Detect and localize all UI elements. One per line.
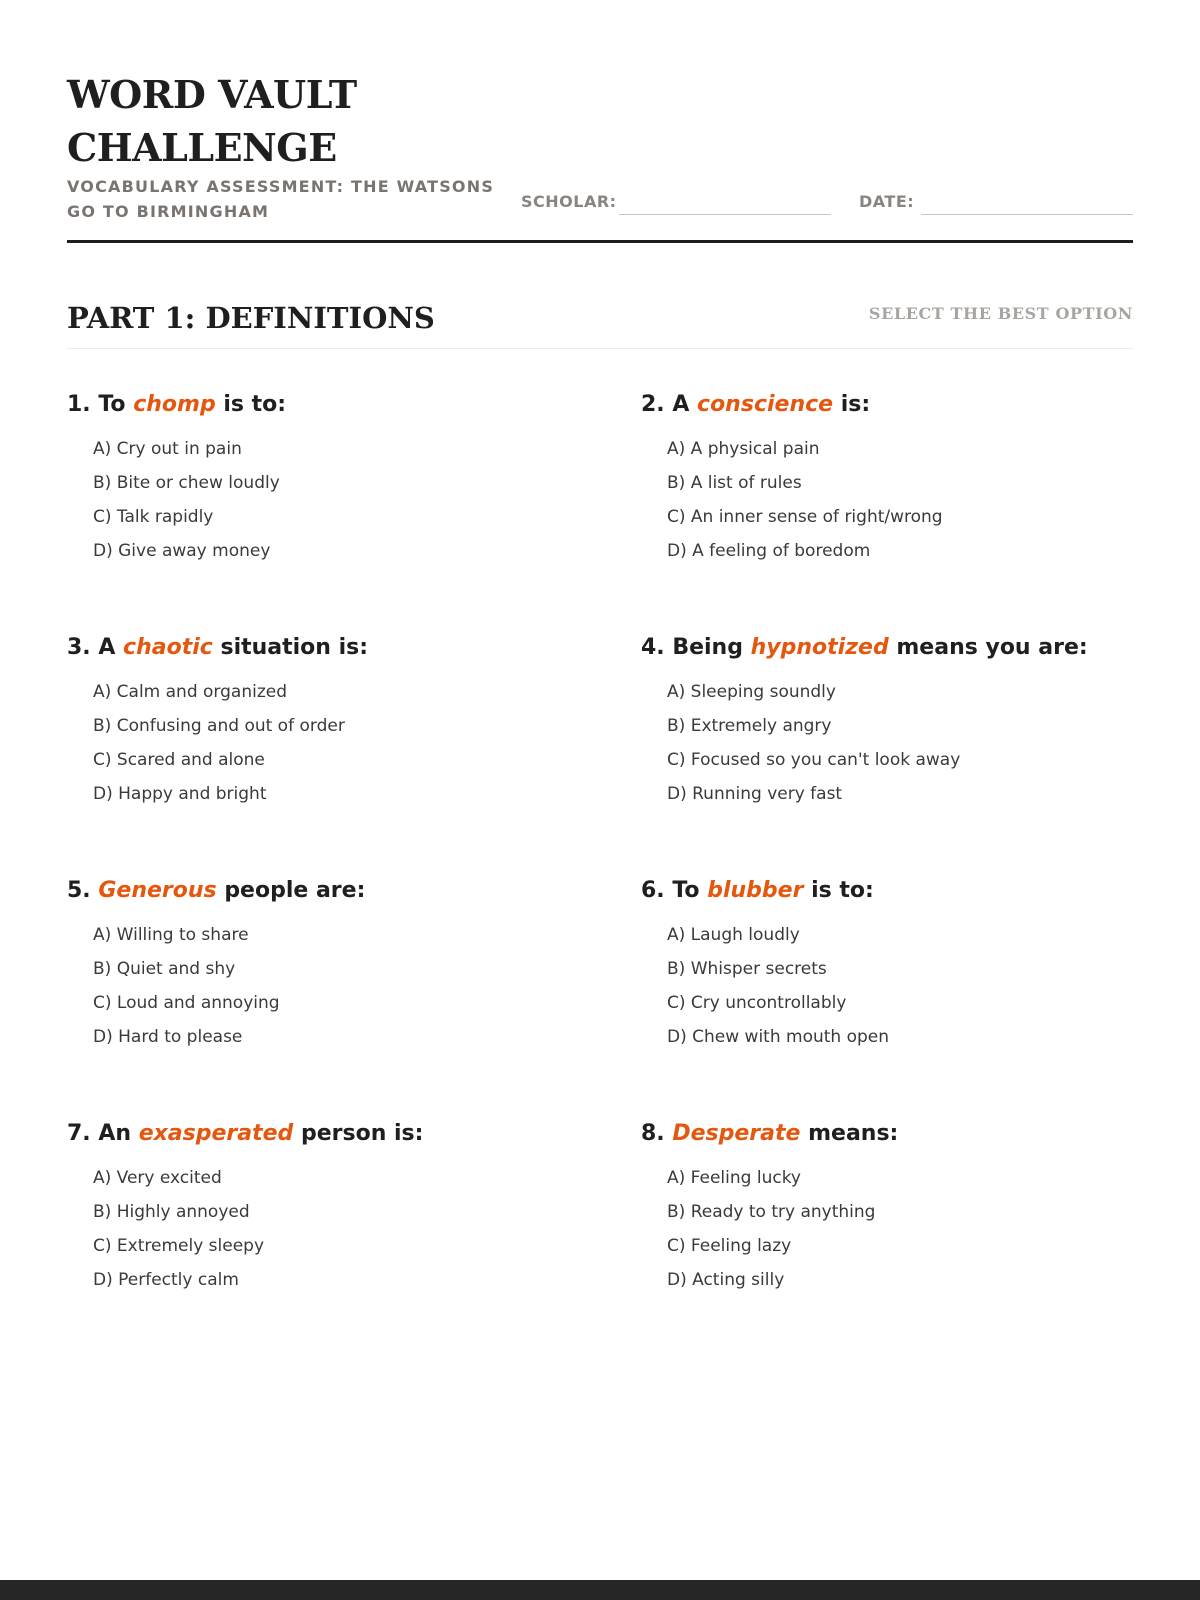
answer-option-c[interactable]: C) An inner sense of right/wrong: [667, 507, 943, 527]
answer-option-a[interactable]: A) Cry out in pain: [93, 439, 242, 459]
answer-option-d[interactable]: D) Chew with mouth open: [667, 1027, 890, 1047]
question-4: [641, 633, 1161, 811]
question-prompt: [67, 390, 587, 420]
vocab-word: Generous: [98, 878, 217, 903]
answer-option-d[interactable]: D) Happy and bright: [93, 784, 267, 804]
answer-option-d[interactable]: D) Acting silly: [667, 1270, 785, 1290]
question-prompt: [641, 1119, 1161, 1149]
answer-option-d[interactable]: D) Hard to please: [93, 1027, 243, 1047]
question-prompt: [641, 876, 1161, 906]
question-6: [641, 876, 1161, 1054]
question-prefix: 1. To: [67, 392, 126, 417]
vocab-word: blubber: [707, 878, 804, 903]
question-prompt: [67, 633, 587, 663]
answer-options: [93, 918, 587, 1054]
question-prompt: [641, 390, 1161, 420]
answer-option-d[interactable]: D) Running very fast: [667, 784, 843, 804]
question-prompt: [67, 1119, 587, 1149]
question-7: [67, 1119, 587, 1297]
answer-option-b[interactable]: B) Ready to try anything: [667, 1202, 876, 1222]
answer-option-c[interactable]: C) Scared and alone: [93, 750, 265, 770]
date-label: DATE:: [859, 192, 915, 211]
worksheet-page: [67, 0, 1133, 1290]
scholar-field[interactable]: [521, 192, 851, 218]
worksheet-header: [67, 0, 1133, 243]
section-header: [67, 290, 1133, 349]
question-prefix: 7. An: [67, 1121, 132, 1146]
vocab-word: conscience: [697, 392, 834, 417]
question-prompt: [67, 876, 587, 906]
question-prefix: 8.: [641, 1121, 665, 1146]
question-suffix: is to:: [223, 392, 287, 417]
question-prefix: 3. A: [67, 635, 116, 660]
vocab-word: chaotic: [123, 635, 213, 660]
question-prefix: 2. A: [641, 392, 690, 417]
answer-option-c[interactable]: C) Extremely sleepy: [93, 1236, 265, 1256]
scholar-input-line[interactable]: [619, 214, 831, 215]
section-instructions: SELECT THE BEST OPTION: [868, 304, 1133, 323]
question-suffix: is to:: [811, 878, 874, 903]
answer-options: [667, 918, 1161, 1054]
answer-option-c[interactable]: C) Cry uncontrollably: [667, 993, 847, 1013]
answer-option-c[interactable]: C) Talk rapidly: [93, 507, 214, 527]
vocab-word: chomp: [133, 392, 216, 417]
scholar-label: SCHOLAR:: [521, 192, 617, 211]
answer-options: [93, 432, 587, 568]
answer-option-d[interactable]: D) Give away money: [93, 541, 271, 561]
answer-options: [93, 1161, 587, 1297]
answer-option-a[interactable]: A) Calm and organized: [93, 682, 287, 702]
date-input-line[interactable]: [921, 214, 1133, 215]
answer-options: [93, 675, 587, 811]
question-suffix: means:: [808, 1121, 899, 1146]
worksheet-title: WORD VAULT CHALLENGE: [67, 72, 357, 170]
question-prefix: 4. Being: [641, 635, 743, 660]
answer-option-a[interactable]: A) A physical pain: [667, 439, 820, 459]
answer-option-d[interactable]: D) Perfectly calm: [93, 1270, 239, 1290]
section-title: PART 1: DEFINITIONS: [67, 301, 435, 335]
question-1: [67, 390, 587, 568]
vocab-word: hypnotized: [750, 635, 889, 660]
worksheet-subtitle: VOCABULARY ASSESSMENT: THE WATSONS GO TO BIRMINGHAM: [67, 177, 495, 221]
answer-option-a[interactable]: A) Laugh loudly: [667, 925, 800, 945]
question-prompt: [641, 633, 1161, 663]
answer-option-a[interactable]: A) Very excited: [93, 1168, 222, 1188]
question-2: [641, 390, 1161, 568]
vocab-word: exasperated: [138, 1121, 294, 1146]
question-5: [67, 876, 587, 1054]
question-prefix: 6. To: [641, 878, 700, 903]
question-3: [67, 633, 587, 811]
question-suffix: means you are:: [896, 635, 1088, 660]
question-suffix: situation is:: [220, 635, 369, 660]
answer-option-b[interactable]: B) A list of rules: [667, 473, 802, 493]
date-field[interactable]: [859, 192, 1133, 218]
answer-option-a[interactable]: A) Sleeping soundly: [667, 682, 836, 702]
answer-option-b[interactable]: B) Confusing and out of order: [93, 716, 345, 736]
answer-option-b[interactable]: B) Bite or chew loudly: [93, 473, 280, 493]
answer-option-b[interactable]: B) Highly annoyed: [93, 1202, 250, 1222]
question-prefix: 5.: [67, 878, 91, 903]
answer-option-b[interactable]: B) Quiet and shy: [93, 959, 236, 979]
answer-option-c[interactable]: C) Focused so you can't look away: [667, 750, 961, 770]
answer-option-b[interactable]: B) Extremely angry: [667, 716, 832, 736]
question-suffix: people are:: [224, 878, 366, 903]
question-suffix: person is:: [300, 1121, 424, 1146]
question-suffix: is:: [840, 392, 871, 417]
answer-options: [667, 1161, 1161, 1297]
answer-options: [667, 675, 1161, 811]
answer-options: [667, 432, 1161, 568]
answer-option-c[interactable]: C) Feeling lazy: [667, 1236, 792, 1256]
answer-option-c[interactable]: C) Loud and annoying: [93, 993, 280, 1013]
answer-option-a[interactable]: A) Feeling lucky: [667, 1168, 801, 1188]
question-8: [641, 1119, 1161, 1297]
answer-option-a[interactable]: A) Willing to share: [93, 925, 249, 945]
answer-option-d[interactable]: D) A feeling of boredom: [667, 541, 871, 561]
footer-bar: [0, 1580, 1200, 1600]
answer-option-b[interactable]: B) Whisper secrets: [667, 959, 827, 979]
vocab-word: Desperate: [672, 1121, 801, 1146]
